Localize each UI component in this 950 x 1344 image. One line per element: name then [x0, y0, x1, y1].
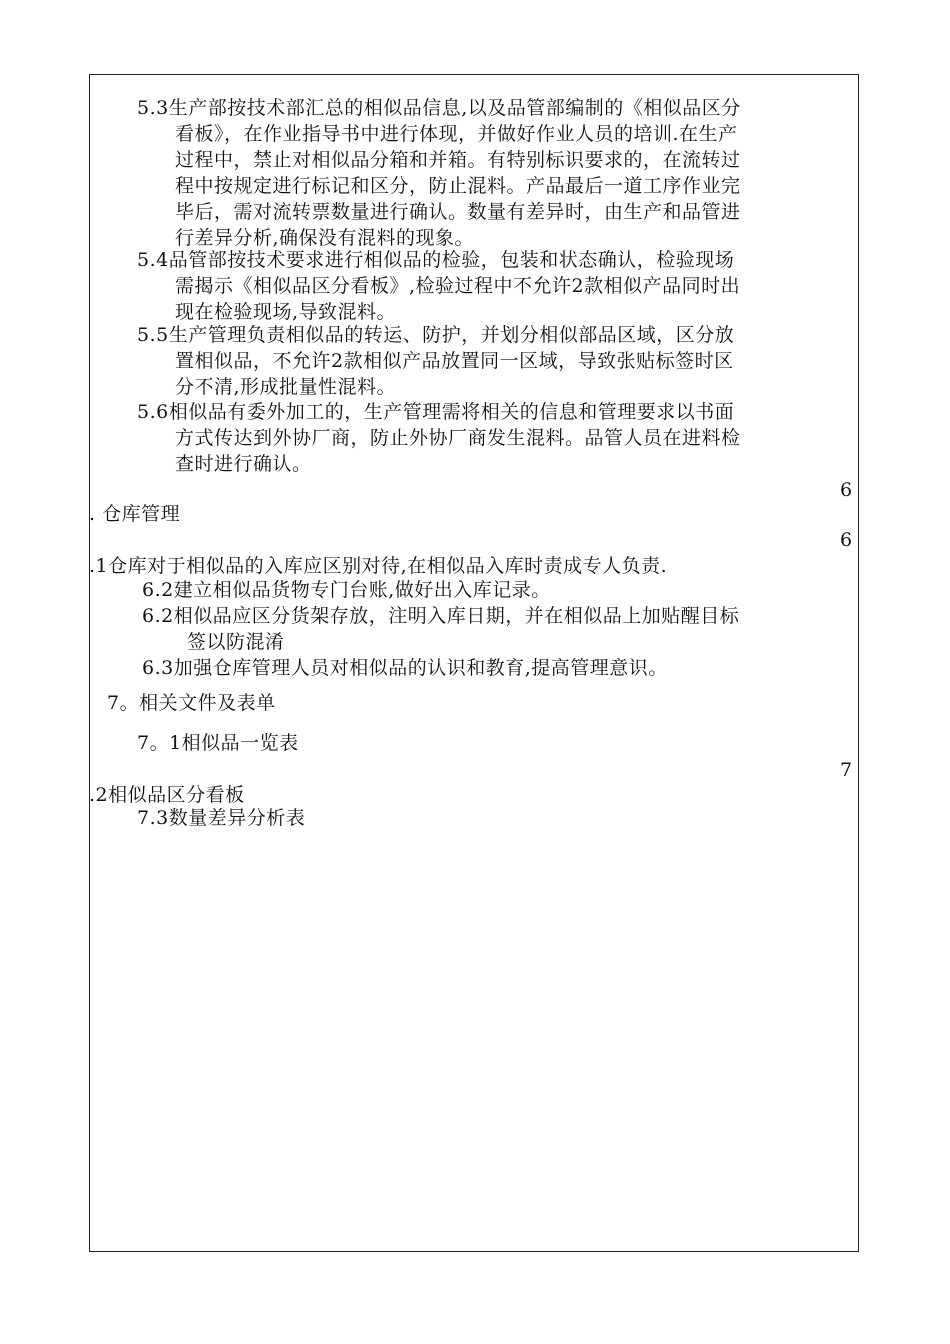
item-5-3-line-4: 程中按规定进行标记和区分，防止混料。产品最后一道工序作业完 — [175, 175, 741, 197]
item-5-3-line-2: 看板》，在作业指导书中进行体现，并做好作业人员的培训.在生产 — [175, 123, 738, 145]
item-5-5-line-1: 5.5生产管理负责相似品的转运、防护，并划分相似部品区域，区分放 — [137, 324, 735, 346]
item-7-3: 7.3数量差异分析表 — [137, 807, 306, 829]
item-5-5-line-3: 分不清,形成批量性混料。 — [175, 376, 397, 398]
item-6-1: .1仓库对于相似品的入库应区别对待,在相似品入库时责成专人负责. — [89, 555, 668, 577]
item-5-4-line-1: 5.4品管部按技术要求进行相似品的检验，包装和状态确认，检验现场 — [137, 249, 735, 271]
section-6-heading: . 仓库管理 — [89, 503, 181, 525]
item-7-2-number: 7 — [840, 759, 853, 781]
item-7-2: .2相似品区分看板 — [89, 784, 245, 806]
item-5-3-line-5: 毕后，需对流转票数量进行确认。数量有差异时，由生产和品管进 — [175, 201, 741, 223]
item-7-1: 7。1相似品一览表 — [137, 732, 299, 754]
item-5-4-line-2: 需揭示《相似品区分看板》,检验过程中不允许2款相似产品同时出 — [175, 275, 741, 297]
item-6-2-ledger: 6.2建立相似品货物专门台账,做好出入库记录。 — [142, 579, 551, 601]
item-5-6-line-2: 方式传达到外协厂商，防止外协厂商发生混料。品管人员在进料检 — [175, 427, 741, 449]
section-6-number: 6 — [840, 479, 853, 501]
item-6-2-storage-line-2: 签以防混淆 — [187, 631, 285, 653]
item-5-3-line-3: 过程中，禁止对相似品分箱和并箱。有特别标识要求的，在流转过 — [175, 149, 741, 171]
item-5-3-line-1: 5.3生产部按技术部汇总的相似品信息,以及品管部编制的《相似品区分 — [137, 97, 741, 119]
item-6-3: 6.3加强仓库管理人员对相似品的认识和教育,提高管理意识。 — [142, 657, 668, 679]
item-6-2-storage-line-1: 6.2相似品应区分货架存放，注明入库日期，并在相似品上加贴醒目标 — [142, 605, 740, 627]
section-7-heading: 7。相关文件及表单 — [107, 692, 276, 714]
item-5-4-line-3: 现在检验现场,导致混料。 — [175, 301, 397, 323]
item-5-6-line-3: 查时进行确认。 — [175, 453, 312, 475]
item-5-3-line-6: 行差异分析,确保没有混料的现象。 — [175, 227, 475, 249]
item-5-5-line-2: 置相似品，不允许2款相似产品放置同一区域，导致张贴标签时区 — [175, 350, 734, 372]
item-6-1-number: 6 — [840, 529, 853, 551]
item-5-6-line-1: 5.6相似品有委外加工的，生产管理需将相关的信息和管理要求以书面 — [137, 401, 735, 423]
